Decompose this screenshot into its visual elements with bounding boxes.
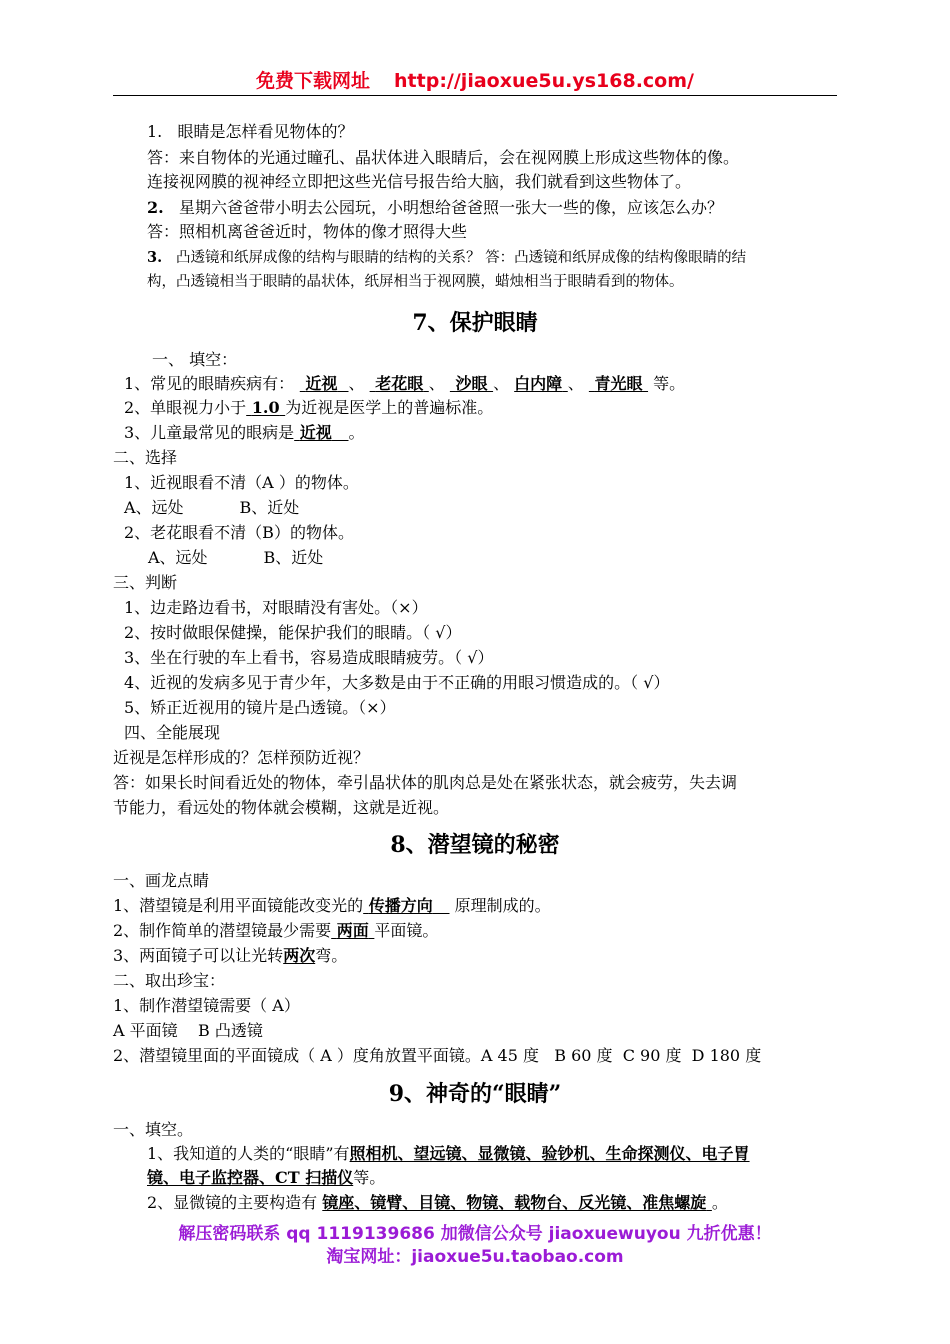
s8-f3-suffix: 弯。 [315, 946, 348, 965]
s8-part1-heading: 一、画龙点睛 [113, 871, 210, 890]
s7-judge-2: 2、按时做眼保健操，能保护我们的眼睛。（ √） [124, 623, 462, 642]
s9-f1-suffix: 等。 [353, 1168, 386, 1187]
s7-judge-5: 5、矫正近视用的镜片是凸透镜。（×） [124, 698, 396, 717]
s7-answer-line1: 答：如果长时间看近处的物体，牵引晶状体的肌肉总是处在紧张状态，就会疲劳，失去调 [113, 773, 738, 792]
s7-f1-answer-4: 白内障 [514, 374, 563, 393]
header-rule [113, 95, 837, 96]
s7-f3-prefix: 3、儿童最常见的眼病是 [124, 423, 295, 442]
s9-f2-suffix: 。 [711, 1193, 728, 1212]
s9-part1-heading: 一、填空。 [113, 1120, 194, 1139]
s7-choice-2-options: A、远处 B、近处 [148, 548, 324, 567]
qa-a1-line1: 答：来自物体的光通过瞳孔、晶状体进入眼睛后，会在视网膜上形成这些物体的像。 [147, 148, 740, 167]
s8-choice-2: 2、潜望镜里面的平面镜成（ A ）度角放置平面镜。A 45 度 B 60 度 C 90 度 D 180 度 [113, 1046, 762, 1065]
header-label: 免费下载网址 [256, 70, 371, 92]
s7-judge-1: 1、边走路边看书，对眼睛没有害处。（×） [124, 598, 428, 617]
s8-f3-answer: 两次 [283, 946, 316, 965]
s7-f1-answer-5: 青光眼 [594, 374, 643, 393]
s8-f1-answer: 传播方向 [368, 896, 433, 915]
qa-q2-text: 星期六爸爸带小明去公园玩，小明想给爸爸照一张大一些的像，应该怎么办？ [178, 198, 723, 217]
qa-q1: 1. 眼睛是怎样看见物体的？ [147, 122, 354, 141]
s9-f1-prefix: 1、我知道的人类的“眼睛”有 [147, 1144, 350, 1163]
s8-fill-1 [113, 894, 551, 918]
s8-part2-heading: 二、取出珍宝： [113, 971, 226, 990]
s8-f2-answer: 两面 [336, 921, 369, 940]
s7-answer-line2: 节能力，看远处的物体就会模糊，这就是近视。 [113, 798, 450, 817]
s8-f3-prefix: 3、两面镜子可以让光转 [113, 946, 284, 965]
footer-line2[interactable]: 淘宝网址：jiaoxue5u.taobao.com [326, 1247, 624, 1267]
s7-f2-suffix: 为近视是医学上的普遍标准。 [285, 398, 494, 417]
s8-fill-3 [113, 944, 347, 968]
qa-q3-line2: 构，凸透镜相当于眼睛的晶状体，纸屏相当于视网膜，蜡烛相当于眼睛看到的物体。 [147, 274, 684, 290]
qa-q3-text: 凸透镜和纸屏成像的结构与眼睛的结构的关系？ 答：凸透镜和纸屏成像的结构像眼睛的结 [175, 250, 747, 266]
s7-f2-answer: 1.0 [251, 398, 280, 417]
section-8-title: 8、潜望镜的秘密 [390, 832, 560, 858]
s9-f1-answer-part1: 照相机、望远镜、显微镜、验钞机、生命探测仪、电子胃 [349, 1144, 750, 1163]
s9-f1-answer-part2: 镜、电子监控器、CT 扫描仪 [147, 1168, 354, 1187]
s8-f1-suffix: 原理制成的。 [454, 896, 551, 915]
section-7-title: 7、保护眼睛 [412, 310, 538, 336]
s7-fill-1 [124, 372, 685, 396]
s7-question: 近视是怎样形成的？怎样预防近视？ [113, 748, 370, 767]
header-url[interactable]: http://jiaoxue5u.ys168.com/ [394, 70, 694, 92]
s9-f2-prefix: 2、显微镜的主要构造有 [147, 1193, 318, 1212]
s7-f2-prefix: 2、单眼视力小于 [124, 398, 247, 417]
qa-q3-num: 3. [147, 249, 163, 266]
s9-fill-1-line1 [147, 1142, 750, 1166]
s8-choice-1: 1、制作潜望镜需要（ A） [113, 996, 300, 1015]
s9-f2-answer: 镜座、镜臂、目镜、物镜、载物台、反光镜、准焦螺旋 [322, 1193, 707, 1212]
sep: 、 [348, 374, 365, 393]
s9-fill-2 [147, 1191, 728, 1215]
s7-f1-answer-1: 近视 [305, 374, 338, 393]
qa-a1-line2: 连接视网膜的视神经立即把这些光信号报告给大脑，我们就看到这些物体了。 [147, 172, 692, 191]
s7-f1-prefix: 1、常见的眼睛疾病有： [124, 374, 295, 393]
sep: 、 [493, 374, 510, 393]
s7-judge-4: 4、近视的发病多见于青少年，大多数是由于不正确的用眼习惯造成的。（ √） [124, 673, 670, 692]
s7-fill-2 [124, 396, 493, 420]
s7-choice-1-options: A、远处 B、近处 [124, 498, 300, 517]
footer-line1: 解压密码联系 qq 1119139686 加微信公众号 jiaoxuewuyou 九折优惠！ [178, 1224, 772, 1244]
section-9-title: 9、神奇的“眼睛” [388, 1081, 562, 1107]
s7-f1-suffix: 等。 [653, 374, 686, 393]
s9-fill-1-line2 [147, 1166, 385, 1190]
s7-part1-heading: 一、 填空： [152, 350, 238, 369]
s7-judge-3: 3、坐在行驶的车上看书，容易造成眼睛疲劳。（ √） [124, 648, 494, 667]
s7-f1-answer-3: 沙眼 [455, 374, 488, 393]
s8-f2-suffix: 平面镜。 [374, 921, 439, 940]
s7-f3-suffix: 。 [348, 423, 365, 442]
s8-f1-prefix: 1、潜望镜是利用平面镜能改变光的 [113, 896, 364, 915]
s7-part2-heading: 二、选择 [113, 448, 178, 467]
s7-f1-answer-2: 老花眼 [375, 374, 424, 393]
s8-choice-1-options: A 平面镜 B 凸透镜 [113, 1021, 263, 1040]
s7-choice-1: 1、近视眼看不清（A ）的物体。 [124, 473, 359, 492]
s8-fill-2 [113, 919, 438, 943]
page-header [113, 66, 837, 93]
s7-f3-answer: 近视 [299, 423, 332, 442]
s7-part3-heading: 三、判断 [113, 573, 178, 592]
s7-fill-3 [124, 421, 365, 445]
qa-a2: 答：照相机离爸爸近时，物体的像才照得大些 [147, 222, 468, 241]
sep: 、 [428, 374, 445, 393]
s7-part4-heading: 四、全能展现 [124, 723, 221, 742]
sep: 、 [567, 374, 584, 393]
s8-f2-prefix: 2、制作简单的潜望镜最少需要 [113, 921, 332, 940]
qa-q3-line1 [147, 246, 746, 270]
qa-q2 [147, 196, 723, 220]
qa-q2-num: 2. [147, 198, 164, 217]
s7-choice-2: 2、老花眼看不清（B）的物体。 [124, 523, 354, 542]
